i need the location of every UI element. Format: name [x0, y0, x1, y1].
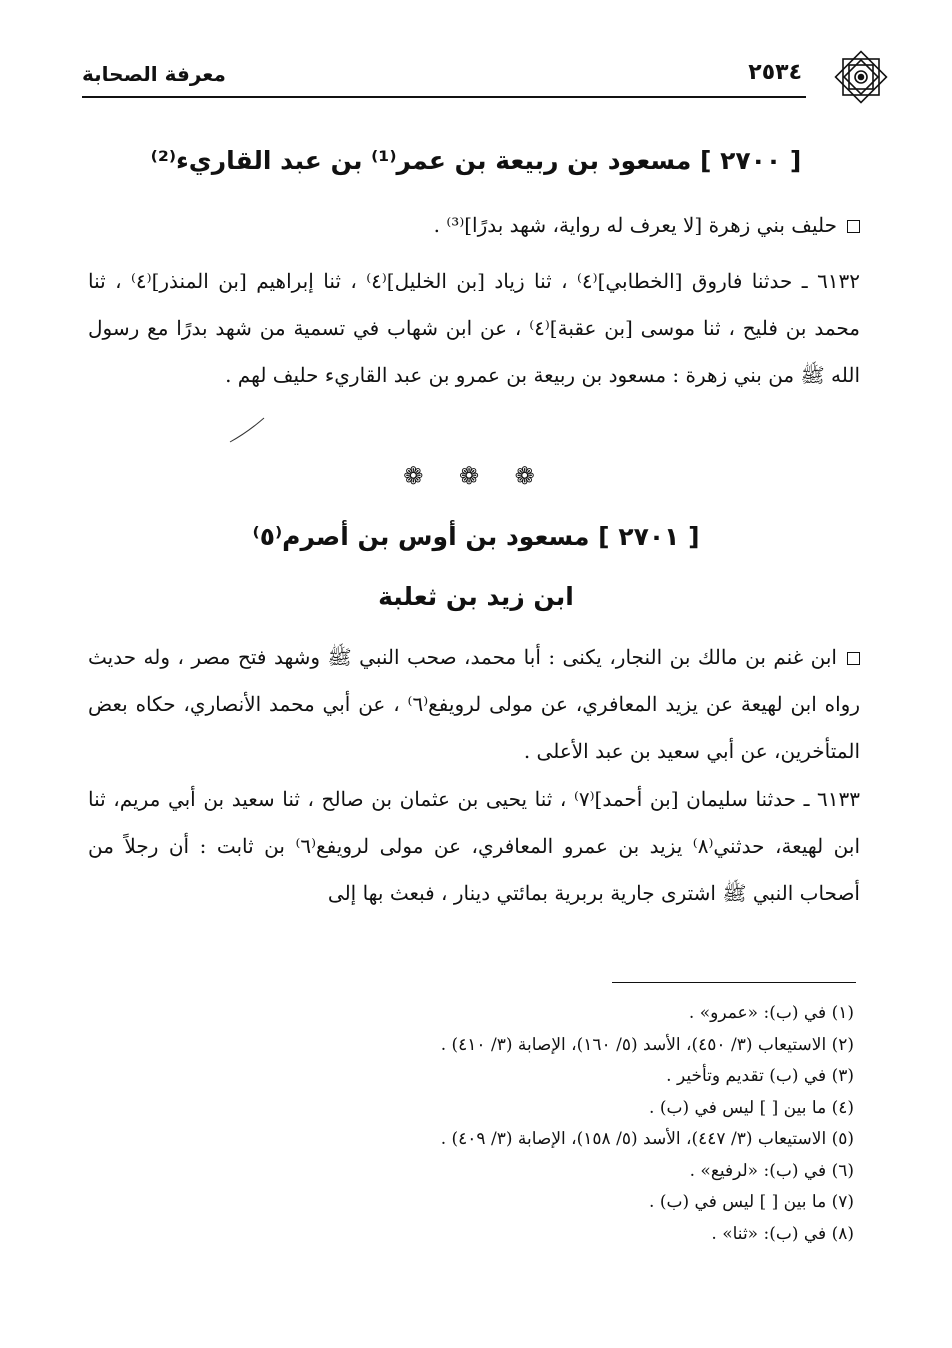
hadith-6132: ٦١٣٢ ـ حدثنا فاروق [الخطابي]⁽٤⁾ ، ثنا زياد [بن الخليل]⁽٤⁾ ، ثنا إبراهيم [بن المنذر]⁽٤⁾ ، ثنا محمد بن فليح ، ثنا موسى [بن عقبة]⁽٤⁾ ، عن ابن شهاب في تسمية من شهد بدرًا مع رسول الله ﷺ من بني زهرة : مسعود بن ربيعة بن عمرو بن عبد القاريء حليف لهم . [88, 269, 861, 387]
entry-intro-text: ابن غنم بن مالك بن النجار، يكنى : أبا محمد، صحب النبي ﷺ وشهد فتح مصر ، وله حديث رواه ابن لهيعة عن يزيد المعافري، عن مولى لرويفع⁽٦⁾ ، عن أبي محمد الأنصاري، حكاه بعض المتأخرين، عن أبي سعيد بن عبد الأعلى . [88, 645, 860, 763]
entry-intro-2700 [88, 202, 860, 249]
book-title: معرفة الصحابة [82, 62, 226, 86]
page-number: ٢٥٣٤ [748, 60, 802, 85]
square-bullet-icon [847, 652, 860, 665]
footnote: (٣) في (ب) تقديم وتأخير . [666, 1066, 854, 1086]
page-header [82, 58, 862, 98]
entry-subheading-2701: ابن زيد بن ثعلبة [378, 582, 574, 611]
entry-heading-2700: [ ٢٧٠٠ ] مسعود بن ربيعة بن عمر⁽¹⁾ بن عبد القاريء⁽²⁾ [150, 146, 802, 175]
footnote-rule [612, 982, 856, 983]
footnote: (٦) في (ب): «لرفيع» . [689, 1160, 854, 1181]
header-rule [82, 96, 806, 98]
footnotes [441, 998, 854, 1250]
hadith-6133: ٦١٣٣ ـ حدثنا سليمان [بن أحمد]⁽٧⁾ ، ثنا يحيى بن عثمان بن صالح ، ثنا سعيد بن أبي مريم، ثنا ابن لهيعة، حدثني⁽٨⁾ يزيد بن عمرو المعافري، عن مولى لرويفع⁽٦⁾ بن ثابت : أن رجلاً من أصحاب النبي ﷺ اشترى جارية بربرية بمائتي دينار ، فبعث بها إلى [88, 787, 861, 905]
entry-intro-text: حليف بني زهرة [لا يعرف له رواية، شهد بدرًا]⁽³⁾ . [433, 213, 837, 237]
section-separator: ❁ ❁ ❁ [403, 462, 549, 490]
footnote: (٧) ما بين [ ] ليس في (ب) . [649, 1192, 854, 1212]
pen-stroke-mark [228, 416, 268, 444]
footnote: (٨) في (ب): «ثنا» . [711, 1223, 854, 1244]
footnote: (٥) الاستيعاب (٣/ ٤٤٧)، الأسد (٥/ ١٥٨)، الإصابة (٣/ ٤٠٩) . [440, 1129, 854, 1149]
footnote: (٤) ما بين [ ] ليس في (ب) . [649, 1097, 854, 1118]
entry-intro-2701 [88, 634, 860, 775]
entry-heading-2701: [ ٢٧٠١ ] مسعود بن أوس بن أصرم⁽٥⁾ [252, 522, 700, 551]
footnote: (١) في (ب): «عمرو» . [688, 1003, 854, 1023]
footnote: (٢) الاستيعاب (٣/ ٤٥٠)، الأسد (٥/ ١٦٠)، الإصابة (٣/ ٤١٠) . [440, 1034, 854, 1055]
octagram-ornament-icon [830, 46, 892, 108]
square-bullet-icon [847, 220, 860, 233]
